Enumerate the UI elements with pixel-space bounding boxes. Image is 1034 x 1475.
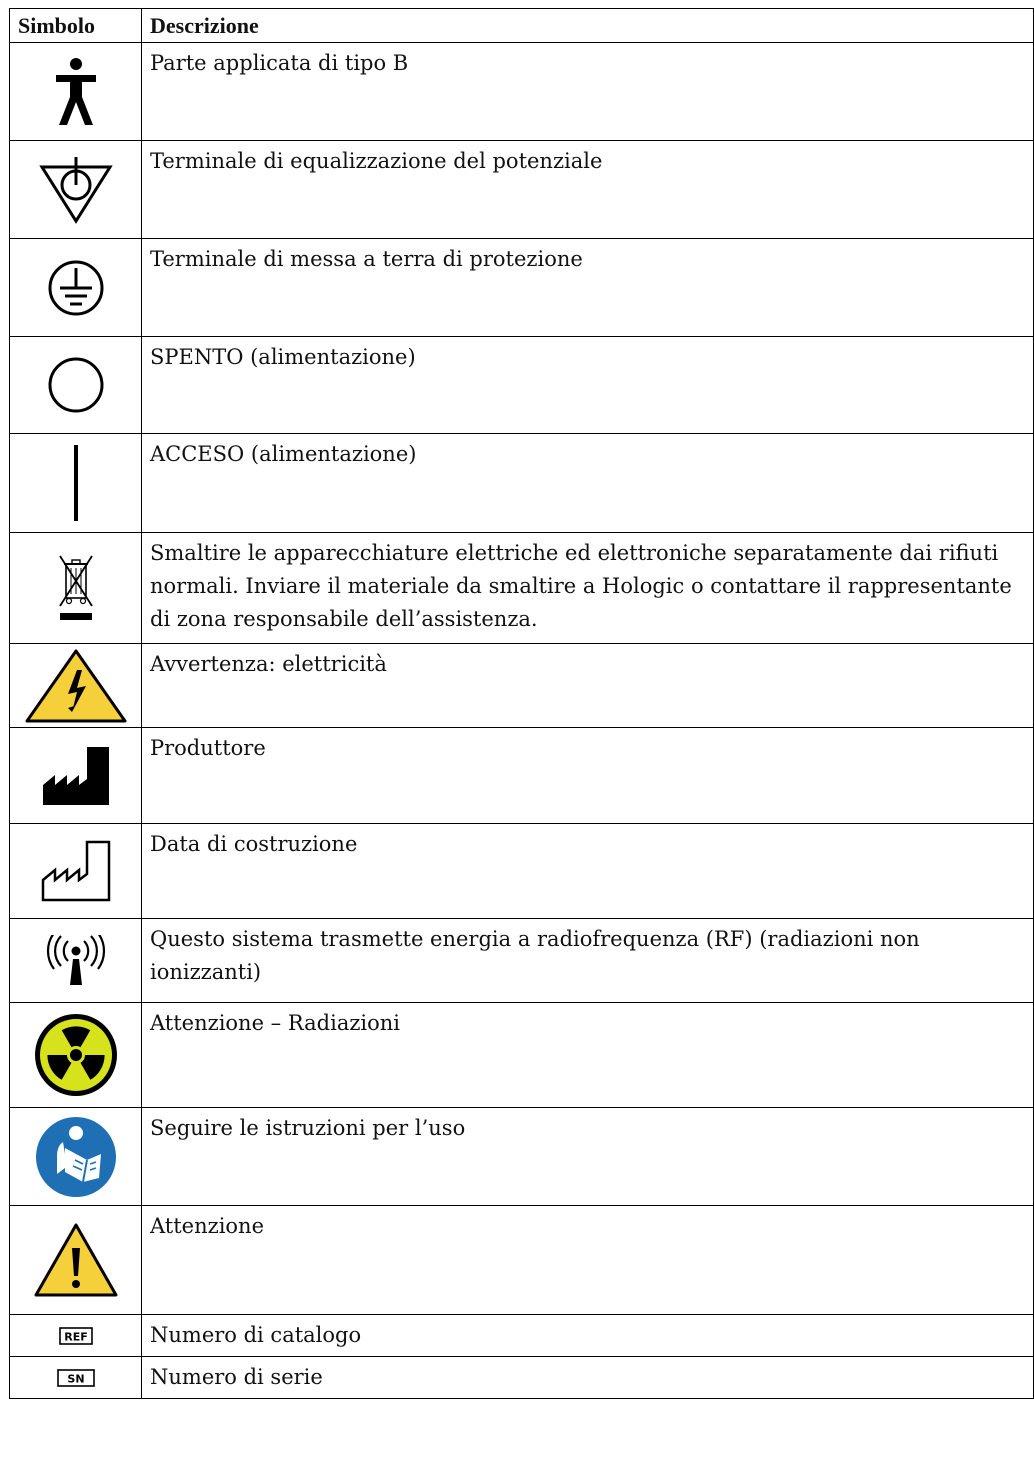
table-row: [10, 1315, 1034, 1357]
radiation-warning-icon: [33, 1012, 119, 1098]
symbol-cell: [10, 533, 142, 644]
description-cell: Smaltire le apparecchiature elettriche ed elettroniche separatamente dai rifiuti normali. Inviare il materiale da smaltire a Hologic o contattare il rappresentante di zona responsabile dell’assistenza.: [142, 533, 1034, 644]
description-cell: ACCESO (alimentazione): [142, 434, 1034, 533]
symbol-cell: [10, 644, 142, 728]
caution-icon: [33, 1222, 119, 1298]
table-row: [10, 1206, 1034, 1315]
symbol-cell: [10, 239, 142, 337]
equipotential-terminal-icon: [36, 155, 116, 225]
power-on-icon: [71, 445, 81, 521]
catalog-number-icon: [59, 1327, 93, 1345]
table-row: [10, 644, 1034, 728]
follow-instructions-icon: [35, 1116, 117, 1198]
table-row: [10, 919, 1034, 1003]
symbol-cell: [10, 337, 142, 434]
ref-label: REF: [63, 1330, 88, 1343]
table-row: [10, 824, 1034, 919]
table-row: [10, 533, 1034, 644]
symbols-table: [9, 8, 1034, 1399]
table-row: [10, 1108, 1034, 1206]
table-row: [10, 1357, 1034, 1399]
electricity-warning-icon: [24, 648, 128, 724]
applied-part-type-b-icon: [51, 57, 101, 127]
table-row: [10, 337, 1034, 434]
symbol-cell: [10, 919, 142, 1003]
symbol-cell: [10, 1315, 142, 1357]
rf-radiation-icon: [46, 935, 106, 987]
power-off-icon: [46, 355, 106, 415]
table-row: [10, 434, 1034, 533]
date-of-manufacture-icon: [41, 840, 111, 902]
description-cell: Attenzione – Radiazioni: [142, 1003, 1034, 1108]
table-row: [10, 239, 1034, 337]
description-cell: Avvertenza: elettricità: [142, 644, 1034, 728]
description-cell: Numero di catalogo: [142, 1315, 1034, 1357]
symbol-cell: [10, 728, 142, 824]
sn-label: SN: [66, 1372, 85, 1385]
symbol-cell: [10, 1108, 142, 1206]
description-cell: SPENTO (alimentazione): [142, 337, 1034, 434]
protective-earth-icon: [46, 258, 106, 318]
weee-disposal-icon: [54, 550, 98, 626]
serial-number-icon: [57, 1369, 95, 1387]
description-cell: Questo sistema trasmette energia a radiofrequenza (RF) (radiazioni non ionizzanti): [142, 919, 1034, 1003]
table-row: [10, 728, 1034, 824]
description-cell: Terminale di messa a terra di protezione: [142, 239, 1034, 337]
description-cell: Parte applicata di tipo B: [142, 43, 1034, 141]
description-cell: Terminale di equalizzazione del potenziale: [142, 141, 1034, 239]
header-symbol: Simbolo: [10, 9, 142, 43]
symbol-cell: [10, 434, 142, 533]
description-cell: Seguire le istruzioni per l’uso: [142, 1108, 1034, 1206]
description-cell: Numero di serie: [142, 1357, 1034, 1399]
symbol-cell: [10, 141, 142, 239]
description-cell: Data di costruzione: [142, 824, 1034, 919]
symbol-cell: [10, 43, 142, 141]
header-description: Descrizione: [142, 9, 1034, 43]
description-cell: Produttore: [142, 728, 1034, 824]
description-cell: Attenzione: [142, 1206, 1034, 1315]
symbol-cell: [10, 824, 142, 919]
table-row: [10, 1003, 1034, 1108]
table-row: [10, 141, 1034, 239]
symbol-cell: [10, 1357, 142, 1399]
manufacturer-icon: [41, 745, 111, 807]
symbol-cell: [10, 1003, 142, 1108]
symbol-cell: [10, 1206, 142, 1315]
table-row: [10, 43, 1034, 141]
table-header-row: [10, 9, 1034, 43]
